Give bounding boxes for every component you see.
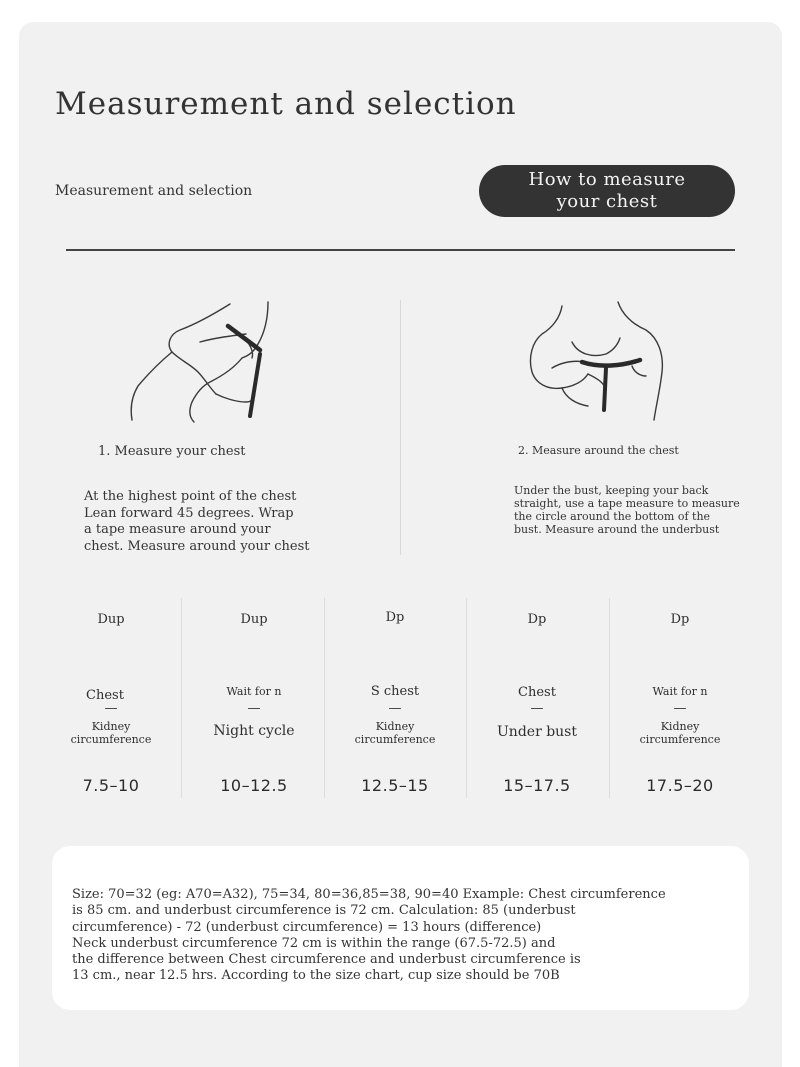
step-1-title: 1. Measure your chest	[98, 444, 246, 459]
size-range: 10–12.5	[220, 776, 288, 795]
dash-separator: —	[530, 701, 544, 716]
size-calculation-note	[52, 846, 749, 1010]
size-code: Dup	[97, 612, 125, 627]
measure-underbust-illustration	[522, 298, 672, 424]
steps-divider	[400, 300, 401, 555]
step-2-title: 2. Measure around the chest	[518, 444, 679, 457]
page-title: Measurement and selection	[55, 86, 517, 122]
size-column	[609, 598, 751, 798]
size-column	[40, 598, 182, 798]
dash-separator: —	[104, 701, 118, 716]
size-sublabel: Kidney circumference	[70, 720, 152, 746]
size-code: Dup	[240, 612, 268, 627]
size-range: 15–17.5	[503, 776, 571, 795]
size-code: Dp	[527, 612, 547, 627]
size-sublabel: Under bust	[497, 724, 577, 740]
size-label: Wait for n	[652, 685, 708, 698]
size-label: S chest	[370, 684, 420, 699]
measure-chest-illustration	[118, 298, 293, 424]
size-column	[466, 598, 608, 798]
size-sublabel: Kidney circumference	[639, 720, 721, 746]
divider-line	[66, 249, 735, 251]
size-label: Chest	[86, 688, 124, 703]
size-label: Chest	[518, 685, 556, 700]
size-range: 12.5–15	[361, 776, 429, 795]
dash-separator: —	[388, 701, 402, 716]
how-to-measure-badge: How to measure your chest	[479, 165, 735, 217]
size-label: Wait for n	[226, 685, 282, 698]
size-column	[324, 598, 466, 798]
size-range: 7.5–10	[82, 776, 140, 795]
step-2-description: Under the bust, keeping your back straight, use a tape measure to measure the circle around the bottom of the bust. Measure around the underbust	[514, 484, 740, 536]
dash-separator: —	[247, 701, 261, 716]
note-text: Size: 70=32 (eg: A70=A32), 75=34, 80=36,85=38, 90=40 Example: Chest circumference is 85 cm. and underbust circumference is 72 cm. Calculation: 85 (underbust circumference) - 72 (underbust circumference) = 13 hours (difference) Neck underbust circumference 72 cm is within the range (67.5-72.5) and the difference between Chest circumference and underbust circumference is 13 cm., near 12.5 hrs. According to the size chart, cup size should be 70B	[72, 887, 666, 984]
size-column	[183, 598, 325, 798]
dash-separator: —	[673, 701, 687, 716]
step-1-description: At the highest point of the chest Lean forward 45 degrees. Wrap a tape measure around your chest. Measure around your chest	[84, 489, 310, 554]
size-sublabel: Kidney circumference	[354, 720, 436, 746]
size-code: Dp	[385, 610, 405, 625]
size-range: 17.5–20	[646, 776, 714, 795]
section-subtitle: Measurement and selection	[55, 183, 253, 199]
size-sublabel: Night cycle	[213, 723, 295, 739]
size-code: Dp	[670, 612, 690, 627]
